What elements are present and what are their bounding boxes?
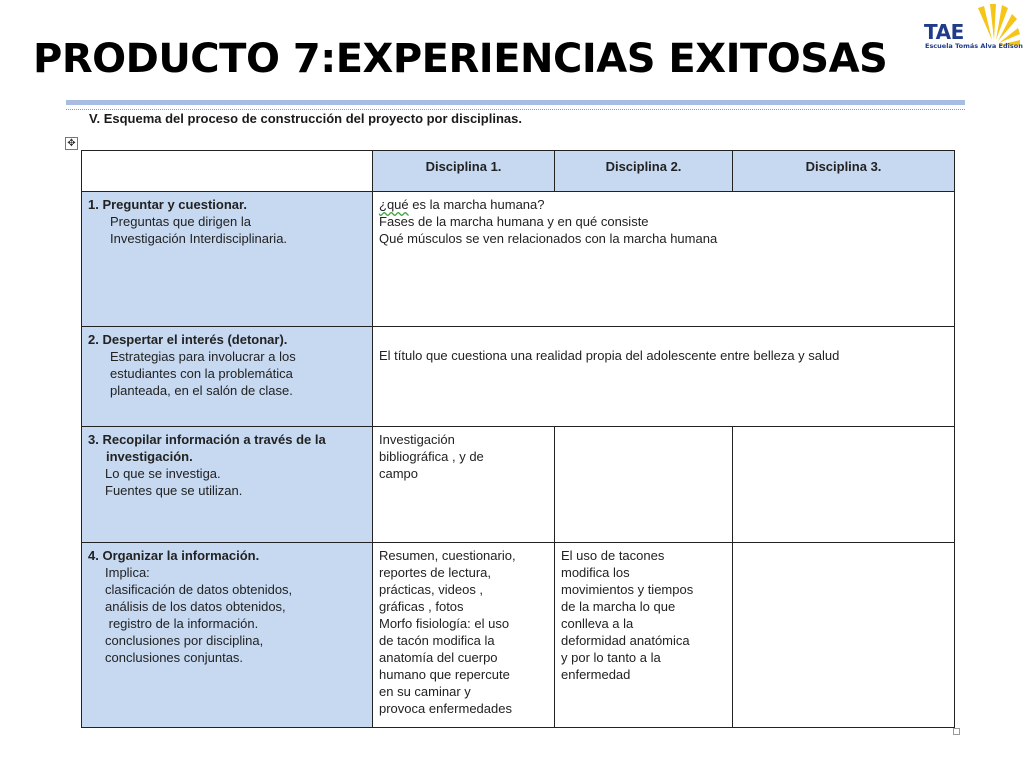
cell-line: y por lo tanto a la [561,650,661,665]
sun-rays-icon [970,2,1020,46]
logo-wordmark: TAE [924,20,964,44]
row-title: 1. Preguntar y cuestionar. [88,197,247,212]
header-disciplina-1: Disciplina 1. [373,151,555,192]
row-detail: planteada, en el salón de clase. [110,383,293,398]
process-table [81,150,955,728]
disciplina-3-cell[interactable] [733,543,955,728]
cell-line: de la marcha lo que [561,599,676,614]
slide-title: PRODUCTO 7:EXPERIENCIAS EXITOSAS [33,36,888,82]
disciplina-2-cell[interactable] [555,543,733,728]
row-detail: Estrategias para involucrar a los [110,349,296,364]
cell-line: prácticas, videos , [379,582,484,597]
table-row [82,192,955,327]
row-detail: Investigación Interdisciplinaria. [110,231,288,246]
row-label-cell [82,427,373,543]
merged-content-cell[interactable] [373,327,955,427]
move-arrows-icon[interactable]: ✥ [65,137,78,150]
cell-line: reportes de lectura, [379,565,492,580]
school-logo [924,2,1023,54]
section-heading: V. Esquema del proceso de construcción del proyecto por disciplinas. [89,111,522,126]
row-detail: clasificación de datos obtenidos, [105,582,293,597]
cell-line: El título que cuestiona una realidad propia del adolescente entre belleza y salud [379,348,840,363]
row-detail: Fuentes que se utilizan. [105,483,243,498]
header-disciplina-2: Disciplina 2. [555,151,733,192]
cell-line: en su caminar y [379,684,471,699]
row-label-cell [82,327,373,427]
row-detail: Implica: [105,565,150,580]
cell-line: gráficas , fotos [379,599,464,614]
cell-line: Morfo fisiología: el uso [379,616,510,631]
spellcheck-word: ¿qué [379,197,409,212]
cell-line: Resumen, cuestionario, [379,548,516,563]
cell-line: movimientos y tiempos [561,582,694,597]
row-title: 2. Despertar el interés (detonar). [88,332,288,347]
logo-subtitle: Escuela Tomás Alva Edison [925,42,1023,50]
row-label-cell [82,192,373,327]
cell-line: anatomía del cuerpo [379,650,498,665]
document-ruler [66,105,965,110]
disciplina-2-cell[interactable] [555,427,733,543]
row-detail: conclusiones conjuntas. [105,650,244,665]
cell-line: conlleva a la [561,616,634,631]
row-detail: conclusiones por disciplina, [105,633,264,648]
cell-line: Qué músculos se ven relacionados con la marcha humana [379,231,718,246]
row-label-cell [82,543,373,728]
cell-line: campo [379,466,419,481]
row-detail: análisis de los datos obtenidos, [105,599,286,614]
row-title: 3. Recopilar información a través de la investigación. [88,432,326,464]
cell-line: El uso de tacones [561,548,665,563]
cell-line: provoca enfermedades [379,701,512,716]
disciplina-3-cell[interactable] [733,427,955,543]
merged-content-cell[interactable] [373,192,955,327]
cell-line: deformidad anatómica [561,633,690,648]
cell-line [379,196,948,213]
row-title: 4. Organizar la información. [88,548,260,563]
row-detail: registro de la información. [105,616,259,631]
cell-line: bibliográfica , y de [379,449,484,464]
header-corner-cell [82,151,373,192]
table-row [82,543,955,728]
cell-line: enfermedad [561,667,631,682]
table-row [82,327,955,427]
cell-line: modifica los [561,565,630,580]
row-detail: estudiantes con la problemática [110,366,293,381]
table-header-row [82,151,955,192]
header-disciplina-3: Disciplina 3. [733,151,955,192]
cell-line: humano que repercute [379,667,510,682]
table-row [82,427,955,543]
row-detail: Lo que se investiga. [105,466,221,481]
cell-line: Investigación [379,432,455,447]
table-resize-handle[interactable] [953,728,960,735]
disciplina-1-cell[interactable] [373,427,555,543]
cell-line-text: es la marcha humana? [408,197,545,212]
cell-line: de tacón modifica la [379,633,495,648]
cell-line: Fases de la marcha humana y en qué consiste [379,214,649,229]
disciplina-1-cell[interactable] [373,543,555,728]
row-detail: Preguntas que dirigen la [110,214,251,229]
